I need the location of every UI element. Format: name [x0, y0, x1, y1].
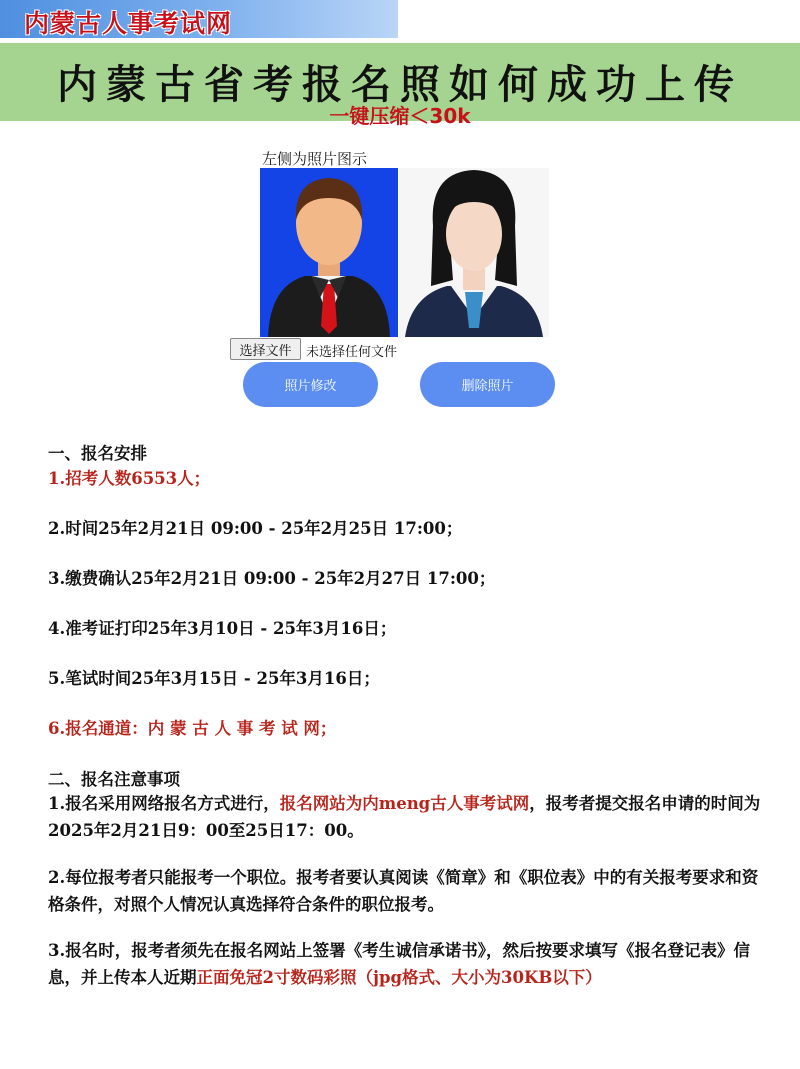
portrait-photo: [399, 168, 549, 337]
notice-paragraph-1: [48, 790, 768, 844]
notice-text: 3.报名时，报考者须先在报名网站上签署《考生诚信承诺书》，然后按要求填写《报名登记表》信息，并上传本人近期: [48, 941, 750, 987]
arrangement-item: 3.缴费确认25年2月21日 09:00 - 25年2月27日 17:00；: [48, 569, 496, 588]
section2-heading: 二、报名注意事项: [48, 770, 180, 789]
edit-photo-button[interactable]: 照片修改: [243, 362, 378, 407]
site-banner: [0, 0, 398, 38]
site-banner-text: 内蒙古人事考试网: [24, 9, 233, 38]
page-subtitle: 一键压缩＜30k: [329, 104, 471, 128]
notice-highlight: 正面免冠2寸数码彩照（jpg格式、大小为30KB以下）: [196, 968, 602, 987]
section1-heading: 一、报名安排: [48, 444, 147, 463]
arrangement-item: 5.笔试时间25年3月15日 - 25年3月16日；: [48, 669, 380, 688]
notice-paragraph-3: [48, 937, 768, 991]
delete-photo-button[interactable]: 删除照片: [420, 362, 555, 407]
notice-text: ，报考者提交报名申请的时间为2025年2月21日9：00至25日17：00。: [48, 794, 761, 840]
notice-text: 2.每位报考者只能报考一个职位。报考者要认真阅读《简章》和《职位表》中的有关报考要求和资格条件，对照个人情况认真选择符合条件的职位报考。: [48, 868, 759, 914]
arrangement-item: 4.准考证打印25年3月10日 - 25年3月16日；: [48, 619, 397, 638]
arrangement-item: 1.招考人数6553人；: [48, 469, 211, 488]
notice-paragraph-2: [48, 864, 768, 918]
notice-text: 1.报名采用网络报名方式进行，: [48, 794, 280, 813]
photo-caption: 左侧为照片图示: [262, 150, 368, 168]
registration-channel-item: 6.报名通道：内 蒙 古 人 事 考 试 网；: [48, 719, 337, 738]
file-status-text: 未选择任何文件: [306, 345, 398, 360]
choose-file-button[interactable]: 选择文件: [230, 338, 301, 360]
page-title: 内蒙古省考报名照如何成功上传: [57, 62, 743, 108]
sample-photo-illustration: [260, 168, 398, 337]
arrangement-item: 2.时间25年2月21日 09:00 - 25年2月25日 17:00；: [48, 519, 463, 538]
notice-highlight: 报名网站为内meng古人事考试网: [279, 794, 530, 813]
